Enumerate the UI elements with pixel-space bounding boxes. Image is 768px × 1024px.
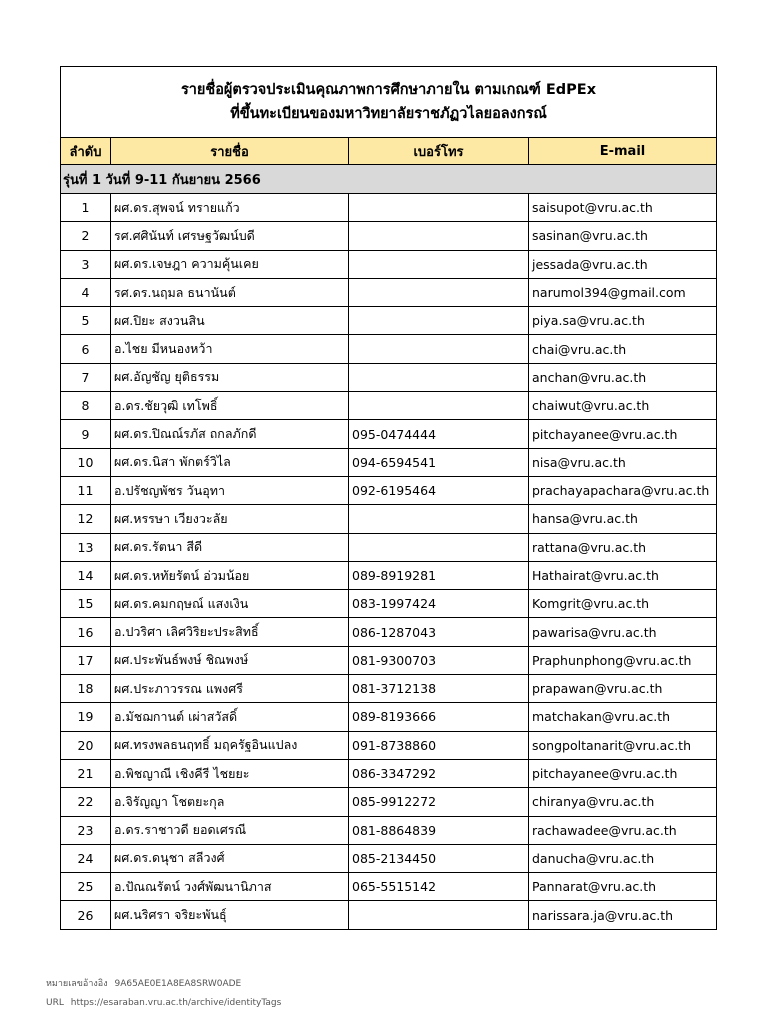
row-email: narumol394@gmail.com: [529, 278, 717, 306]
row-phone: 089-8919281: [349, 561, 529, 589]
document-title: [61, 67, 717, 138]
reference-label: หมายเลขอ้างอิง: [46, 979, 108, 989]
table-row: [61, 646, 717, 674]
row-number: 8: [61, 392, 111, 420]
row-number: 26: [61, 901, 111, 929]
row-phone: 081-8864839: [349, 816, 529, 844]
table-row: [61, 533, 717, 561]
row-name: ผศ.ดร.หทัยรัตน์ อ่วมน้อย: [111, 561, 349, 589]
row-name: ผศ.ประพันธ์พงษ์ ชิณพงษ์: [111, 646, 349, 674]
row-phone: [349, 533, 529, 561]
table-row: [61, 505, 717, 533]
table-row: [61, 363, 717, 391]
row-name: ผศ.ปิยะ สงวนสิน: [111, 307, 349, 335]
table-row: [61, 759, 717, 787]
row-name: ผศ.ทรงพลธนฤทธิ์ มฤครัฐอินแปลง: [111, 731, 349, 759]
row-name: ผศ.ดร.สุพจน์ ทรายแก้ว: [111, 194, 349, 222]
table-row: [61, 816, 717, 844]
row-number: 1: [61, 194, 111, 222]
table-row: [61, 703, 717, 731]
row-phone: [349, 363, 529, 391]
row-number: 20: [61, 731, 111, 759]
row-email: hansa@vru.ac.th: [529, 505, 717, 533]
row-number: 16: [61, 618, 111, 646]
row-email: Pannarat@vru.ac.th: [529, 873, 717, 901]
row-phone: 089-8193666: [349, 703, 529, 731]
row-email: rachawadee@vru.ac.th: [529, 816, 717, 844]
section-label: รุ่นที่ 1 วันที่ 9-11 กันยายน 2566: [61, 165, 717, 194]
row-phone: 081-3712138: [349, 675, 529, 703]
row-name: อ.ไชย มีหนองหว้า: [111, 335, 349, 363]
row-number: 17: [61, 646, 111, 674]
row-email: pitchayanee@vru.ac.th: [529, 759, 717, 787]
row-phone: 094-6594541: [349, 448, 529, 476]
row-number: 19: [61, 703, 111, 731]
row-name: รศ.ดร.นฤมล ธนานันต์: [111, 278, 349, 306]
row-email: rattana@vru.ac.th: [529, 533, 717, 561]
reference-value: 9A65AE0E1A8EA8SRW0ADE: [114, 979, 242, 989]
table-row: [61, 307, 717, 335]
row-name: ผศ.หรรษา เวียงวะลัย: [111, 505, 349, 533]
url-label: URL: [46, 998, 64, 1008]
row-name: อ.ดร.ชัยวุฒิ เทโพธิ์: [111, 392, 349, 420]
row-name: ผศ.ดร.คมกฤษณ์ แสงเงิน: [111, 590, 349, 618]
auditor-table: [60, 66, 717, 930]
row-phone: [349, 505, 529, 533]
row-phone: [349, 250, 529, 278]
row-phone: 092-6195464: [349, 476, 529, 504]
row-number: 21: [61, 759, 111, 787]
row-name: อ.พิชญาณี เชิงคีรี ไชยยะ: [111, 759, 349, 787]
header-row: [61, 138, 717, 165]
row-phone: 086-3347292: [349, 759, 529, 787]
row-name: ผศ.ดร.รัตนา สีดี: [111, 533, 349, 561]
table-row: [61, 561, 717, 589]
table-row: [61, 788, 717, 816]
row-email: anchan@vru.ac.th: [529, 363, 717, 391]
row-phone: [349, 392, 529, 420]
row-number: 18: [61, 675, 111, 703]
row-phone: [349, 278, 529, 306]
row-email: prapawan@vru.ac.th: [529, 675, 717, 703]
row-email: sasinan@vru.ac.th: [529, 222, 717, 250]
row-phone: 081-9300703: [349, 646, 529, 674]
row-name: อ.มัชฌกานต์ เผ่าสวัสดิ์: [111, 703, 349, 731]
table-row: [61, 901, 717, 929]
row-name: ผศ.ดร.เจษฎา ความคุ้นเคย: [111, 250, 349, 278]
row-email: songpoltanarit@vru.ac.th: [529, 731, 717, 759]
row-number: 11: [61, 476, 111, 504]
row-number: 14: [61, 561, 111, 589]
row-number: 13: [61, 533, 111, 561]
table-row: [61, 844, 717, 872]
url-link[interactable]: https://esaraban.vru.ac.th/archive/identityTags: [70, 998, 282, 1008]
row-email: chaiwut@vru.ac.th: [529, 392, 717, 420]
url-footer: [46, 998, 281, 1008]
row-name: ผศ.ดร.นิสา พักตร์วิไล: [111, 448, 349, 476]
row-number: 25: [61, 873, 111, 901]
table-row: [61, 618, 717, 646]
row-phone: [349, 307, 529, 335]
row-phone: [349, 222, 529, 250]
title-line-2: ที่ขึ้นทะเบียนของมหาวิทยาลัยราชภัฏวไลยอลงกรณ์: [230, 106, 547, 122]
row-email: piya.sa@vru.ac.th: [529, 307, 717, 335]
row-email: Komgrit@vru.ac.th: [529, 590, 717, 618]
row-name: อ.จิรัญญา โชตยะกุล: [111, 788, 349, 816]
row-phone: [349, 901, 529, 929]
row-number: 3: [61, 250, 111, 278]
row-name: ผศ.ประภาวรรณ แพงศรี: [111, 675, 349, 703]
table-row: [61, 392, 717, 420]
row-email: danucha@vru.ac.th: [529, 844, 717, 872]
row-phone: 085-2134450: [349, 844, 529, 872]
header-phone: เบอร์โทร: [349, 138, 529, 165]
table-row: [61, 250, 717, 278]
row-name: ผศ.ดร.ปิณณ์รภัส ถกลภักดี: [111, 420, 349, 448]
row-phone: [349, 335, 529, 363]
table-row: [61, 194, 717, 222]
row-email: chiranya@vru.ac.th: [529, 788, 717, 816]
section-row: [61, 165, 717, 194]
row-email: saisupot@vru.ac.th: [529, 194, 717, 222]
row-email: chai@vru.ac.th: [529, 335, 717, 363]
table-row: [61, 675, 717, 703]
row-number: 10: [61, 448, 111, 476]
row-name: รศ.ศศินันท์ เศรษฐวัฒน์บดี: [111, 222, 349, 250]
row-name: อ.ปรัชญพัชร วันอุทา: [111, 476, 349, 504]
row-number: 5: [61, 307, 111, 335]
row-number: 15: [61, 590, 111, 618]
row-name: ผศ.นริศรา จริยะพันธุ์: [111, 901, 349, 929]
row-name: อ.ปวริศา เลิศวิริยะประสิทธิ์: [111, 618, 349, 646]
row-email: pawarisa@vru.ac.th: [529, 618, 717, 646]
row-number: 22: [61, 788, 111, 816]
row-number: 12: [61, 505, 111, 533]
row-email: matchakan@vru.ac.th: [529, 703, 717, 731]
row-number: 24: [61, 844, 111, 872]
row-number: 4: [61, 278, 111, 306]
row-phone: 085-9912272: [349, 788, 529, 816]
header-name: รายชื่อ: [111, 138, 349, 165]
table-row: [61, 222, 717, 250]
row-email: pitchayanee@vru.ac.th: [529, 420, 717, 448]
row-email: Praphunphong@vru.ac.th: [529, 646, 717, 674]
row-number: 7: [61, 363, 111, 391]
header-no: ลำดับ: [61, 138, 111, 165]
table-row: [61, 420, 717, 448]
row-number: 23: [61, 816, 111, 844]
row-email: nisa@vru.ac.th: [529, 448, 717, 476]
row-phone: 095-0474444: [349, 420, 529, 448]
table-row: [61, 476, 717, 504]
row-phone: [349, 194, 529, 222]
row-phone: 091-8738860: [349, 731, 529, 759]
row-phone: 083-1997424: [349, 590, 529, 618]
row-email: Hathairat@vru.ac.th: [529, 561, 717, 589]
title-line-1: รายชื่อผู้ตรวจประเมินคุณภาพการศึกษาภายใน ตามเกณฑ์ EdPEx: [180, 82, 597, 98]
row-phone: 086-1287043: [349, 618, 529, 646]
reference-footer: [46, 976, 241, 990]
row-name: อ.ดร.ราชาวดี ยอดเศรณี: [111, 816, 349, 844]
row-number: 9: [61, 420, 111, 448]
row-email: narissara.ja@vru.ac.th: [529, 901, 717, 929]
table-row: [61, 335, 717, 363]
row-number: 2: [61, 222, 111, 250]
table-row: [61, 590, 717, 618]
table-row: [61, 873, 717, 901]
row-name: อ.ปัณณรัตน์ วงศ์พัฒนานิภาส: [111, 873, 349, 901]
header-email: E-mail: [529, 138, 717, 165]
row-phone: 065-5515142: [349, 873, 529, 901]
title-row: [61, 67, 717, 138]
row-email: prachayapachara@vru.ac.th: [529, 476, 717, 504]
row-name: ผศ.ดร.ดนุชา สลีวงศ์: [111, 844, 349, 872]
row-email: jessada@vru.ac.th: [529, 250, 717, 278]
table-row: [61, 278, 717, 306]
row-number: 6: [61, 335, 111, 363]
table-row: [61, 448, 717, 476]
table-row: [61, 731, 717, 759]
row-name: ผศ.อัญชัญ ยุติธรรม: [111, 363, 349, 391]
